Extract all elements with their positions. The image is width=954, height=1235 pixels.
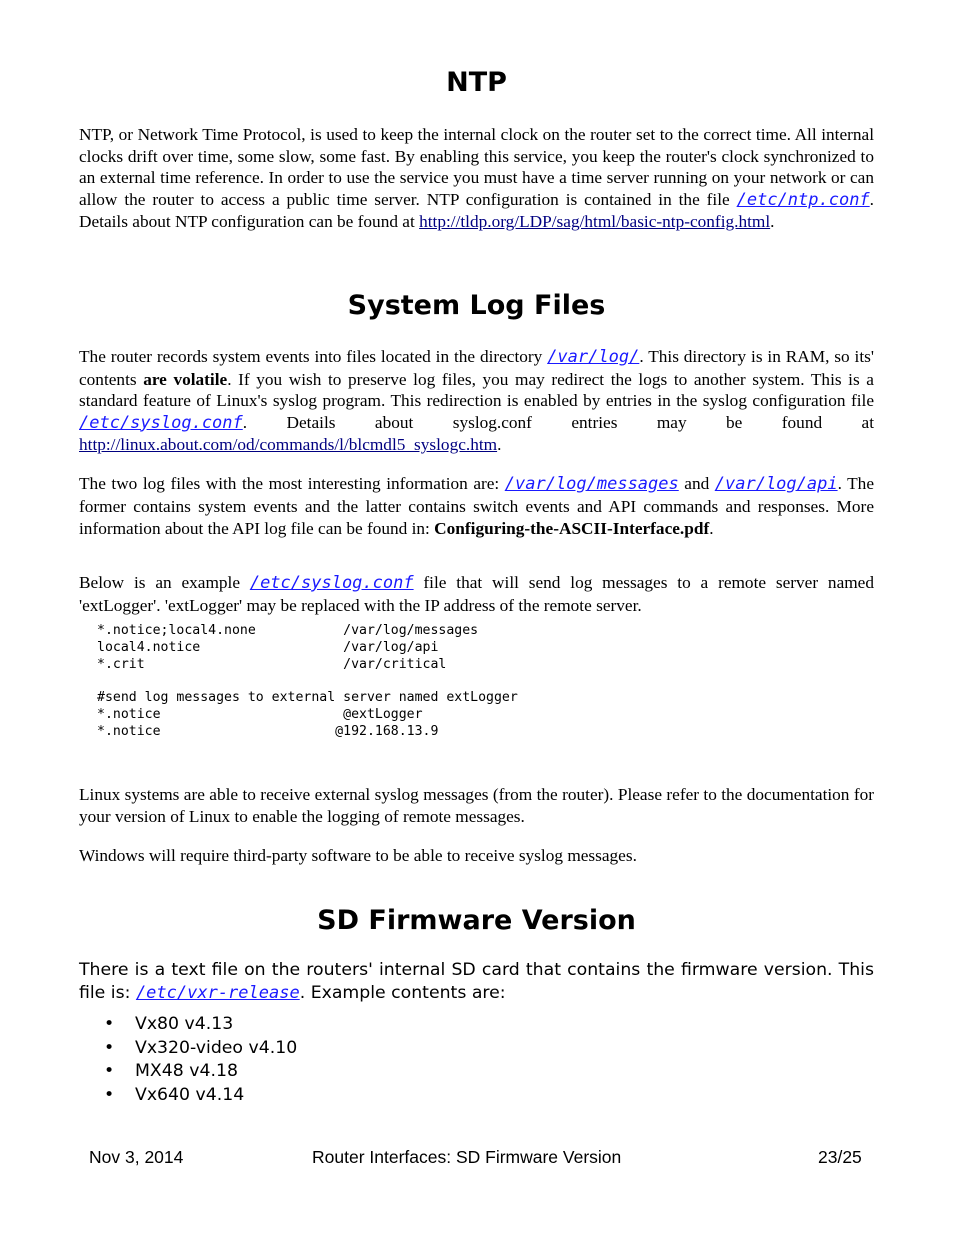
heading-ntp: NTP (446, 67, 507, 98)
syslog-paragraph-3: Below is an example /etc/syslog.conf file that will send log messages to a remote server named 'extLogger'. 'extLogger' may be replaced with the IP address of the remote server. (79, 573, 874, 615)
footer-date: Nov 3, 2014 (89, 1147, 184, 1167)
syslog-paragraph-2: The two log files with the most interesting information are: /var/log/messages and /var/log/api. The former contains system events and the latter contains switch events and API commands and responses. More information about the API log file can be found in: Configuring-the-ASCII-Interface.pdf. (79, 474, 874, 538)
firmware-example-list (104, 1013, 297, 1107)
list-item: • MX48 v4.18 (104, 1061, 238, 1081)
file-path-syslog-conf-example: /etc/syslog.conf (249, 573, 414, 593)
heading-system-log-files: System Log Files (347, 290, 606, 321)
syslog-config-example: *.notice;local4.none /var/log/messages local4.notice /var/log/api *.crit /var/critical #send log messages to external server named extLogger *.notice @extLogger *.notice @192.168.13.9 (97, 623, 518, 739)
syslog-paragraph-4: Linux systems are able to receive external syslog messages (from the router). Please refer to the documentation for your version of Linux to enable the logging of remote messages. (79, 785, 874, 826)
syslog-paragraph-1: The router records system events into files located in the directory /var/log/. This directory is in RAM, so its' contents are volatile. If you wish to preserve log files, you may redirect the logs to another system. This is a standard feature of Linux's syslog program. This redirection is enabled by entries in the syslog configuration file /etc/syslog.conf. Details about syslog.conf entries may be found at http://linux.about.com/od/commands/l/blcmdl5_syslogc.htm. (79, 347, 874, 454)
file-path-var-log-messages: /var/log/messages (504, 474, 679, 494)
file-path-var-log: /var/log/ (547, 347, 640, 367)
list-item: • Vx320-video v4.10 (104, 1037, 298, 1058)
link-ntp-config[interactable]: http://tldp.org/LDP/sag/html/basic-ntp-config.html (419, 212, 771, 231)
file-path-var-log-api: /var/log/api (714, 474, 838, 494)
footer-page-number: 23/25 (818, 1147, 862, 1167)
link-syslog-conf-docs[interactable]: http://linux.about.com/od/commands/l/blcmdl5_syslogc.htm (79, 435, 498, 454)
file-path-syslog-conf: /etc/syslog.conf (79, 412, 243, 433)
firmware-paragraph: There is a text file on the routers' internal SD card that contains the firmware version. This file is: /etc/vxr-release. Example contents are: (79, 960, 874, 1003)
heading-sd-firmware-version: SD Firmware Version (317, 905, 636, 936)
syslog-paragraph-5: Windows will require third-party software to be able to receive syslog messages. (79, 846, 637, 865)
list-item: • Vx640 v4.14 (104, 1084, 245, 1105)
footer-title: Router Interfaces: SD Firmware Version (312, 1147, 622, 1167)
file-path-ntp-conf: /etc/ntp.conf (736, 189, 870, 210)
ntp-paragraph: NTP, or Network Time Protocol, is used to keep the internal clock on the router set to the correct time. All internal clocks drift over time, some slow, some fast. By enabling this service, you keep the router's clock synchronized to an external time reference. In order to use the service you must have a time server running on your network or can allow the router to access a public time server. NTP configuration is contained in the file /etc/ntp.conf. Details about NTP configuration can be found at http://tldp.org/LDP/sag/html/basic-ntp-config.html. (79, 125, 874, 231)
list-item: • Vx80 v4.13 (104, 1014, 234, 1034)
file-path-vxr-release: /etc/vxr-release (135, 982, 300, 1003)
